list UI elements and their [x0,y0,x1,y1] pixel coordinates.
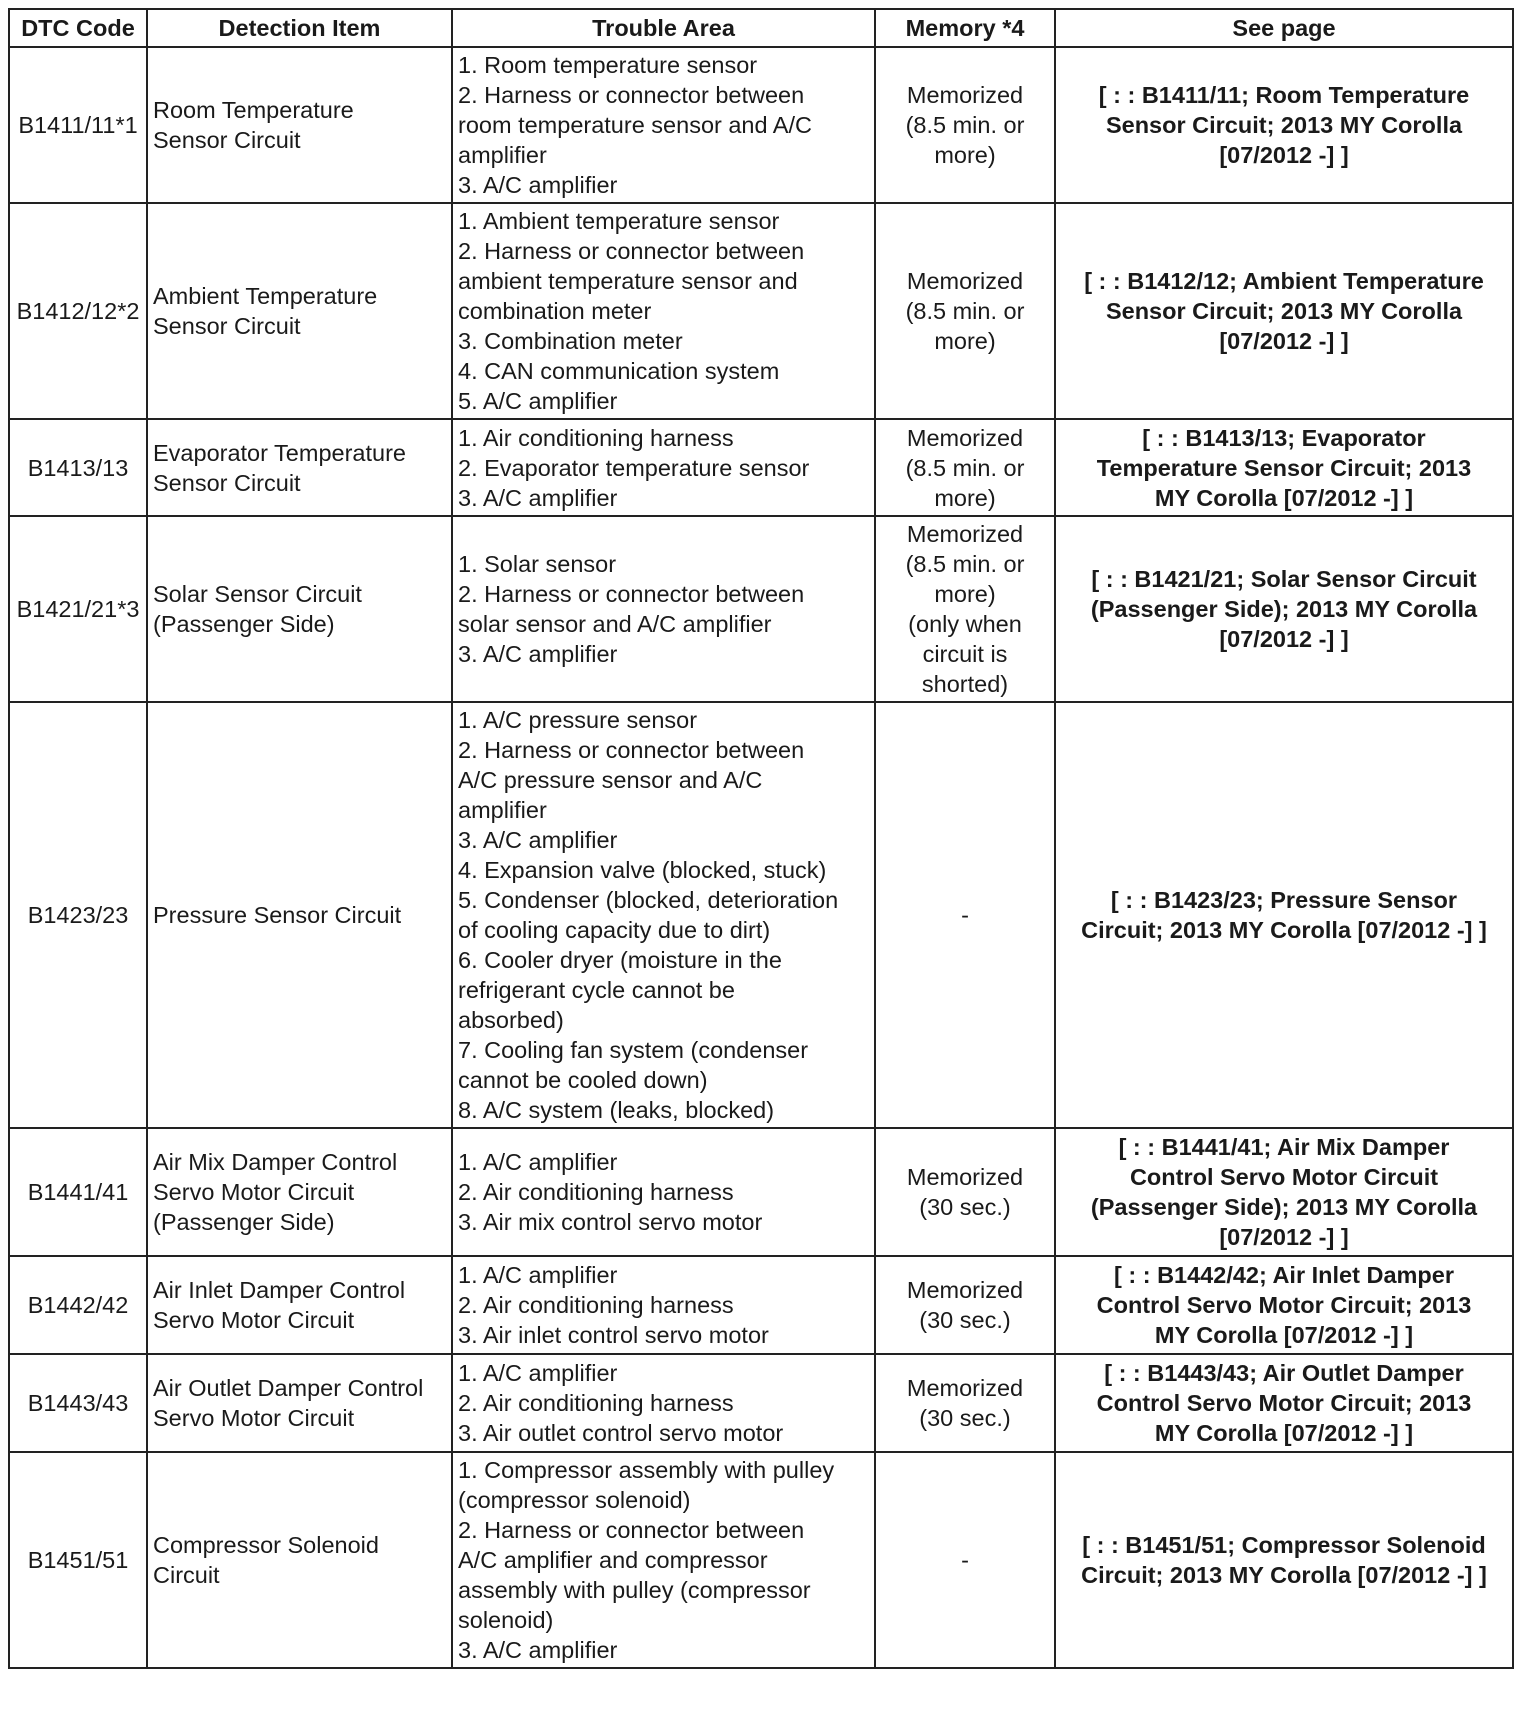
memory-cell-line: Memorized [906,1277,1024,1303]
see-page-cell [1055,1354,1513,1452]
trouble-area-cell [452,203,875,419]
header-memory: Memory *4 [875,9,1055,47]
detection-item-cell [147,1452,452,1668]
trouble-area-cell-line: 1. A/C pressure sensor [458,707,698,733]
dtc-code-cell [9,1128,147,1256]
trouble-area-cell-line: 2. Harness or connector between [458,238,805,264]
see-page-cell-line: [ : : B1443/43; Air Outlet Damper [1104,1360,1464,1386]
header-detection-item: Detection Item [147,9,452,47]
see-page-cell [1055,516,1513,702]
trouble-area-cell-line: 2. Evaporator temperature sensor [458,454,810,481]
trouble-area-cell [452,1256,875,1354]
trouble-area-cell-line: 1. Room temperature sensor [458,52,758,78]
see-page-cell-line: [ : : B1442/42; Air Inlet Damper [1114,1262,1454,1288]
header-trouble-area: Trouble Area [452,9,875,47]
dtc-code-cell-line: B1411/11*1 [18,112,138,138]
see-page-cell-line: [07/2012 -] ] [1219,142,1349,168]
trouble-area-cell-line: 1. Air conditioning harness [458,424,734,451]
table-row [9,702,1513,1128]
see-page-cell-line: [ : : B1411/11; Room Temperature [1098,82,1470,108]
trouble-area-cell-line: 8. A/C system (leaks, blocked) [458,1097,775,1123]
memory-cell-line: Memorized [906,1375,1024,1401]
dtc-code-cell-line: B1442/42 [27,1292,129,1318]
trouble-area-cell [452,1354,875,1452]
detection-item-cell-line: Sensor Circuit [153,469,301,496]
see-page-cell-line: [ : : B1423/23; Pressure Sensor [1110,887,1458,913]
see-page-cell-line: Circuit; 2013 MY Corolla [07/2012 -] ] [1081,917,1487,943]
dtc-code-cell-line: B1423/23 [27,902,129,928]
trouble-area-cell [452,1128,875,1256]
detection-item-cell-line: Room Temperature [153,97,354,123]
see-page-cell-line: [07/2012 -] ] [1219,626,1349,652]
see-page-cell-line: Sensor Circuit; 2013 MY Corolla [1105,112,1463,138]
dtc-code-cell [9,1256,147,1354]
memory-cell-line: - [961,902,969,928]
memory-cell-line: Memorized [906,268,1024,294]
see-page-cell-line: [ : : B1441/41; Air Mix Damper [1118,1134,1450,1160]
trouble-area-cell-line: 1. Compressor assembly with pulley [458,1457,835,1483]
table-row [9,516,1513,702]
trouble-area-cell-line: 4. CAN communication system [458,358,780,384]
trouble-area-cell-line: 2. Air conditioning harness [458,1390,734,1416]
see-page-cell-line: [07/2012 -] ] [1219,1224,1349,1250]
memory-cell [875,1128,1055,1256]
detection-item-cell [147,47,452,203]
trouble-area-cell-line: 3. Air mix control servo motor [458,1209,763,1235]
see-page-cell-line: Sensor Circuit; 2013 MY Corolla [1105,298,1463,324]
memory-cell-line: more) [934,581,996,607]
table-header [9,9,1513,47]
table-row [9,419,1513,516]
see-page-cell [1055,203,1513,419]
memory-cell-line: (8.5 min. or [905,454,1025,481]
see-page-cell-line: MY Corolla [07/2012 -] ] [1154,1322,1414,1348]
trouble-area-cell [452,702,875,1128]
memory-cell [875,1452,1055,1668]
table-row [9,1128,1513,1256]
trouble-area-cell-line: 3. A/C amplifier [458,1637,618,1663]
dtc-code-cell-line: B1412/12*2 [16,298,140,324]
see-page-cell-line: [ : : B1413/13; Evaporator [1142,424,1426,451]
see-page-cell [1055,1128,1513,1256]
trouble-area-cell-line: 3. Air inlet control servo motor [458,1322,769,1348]
detection-item-cell-line: Sensor Circuit [153,127,301,153]
see-page-cell [1055,702,1513,1128]
memory-cell-line: Memorized [906,1164,1024,1190]
dtc-table [8,8,1514,1669]
trouble-area-cell-line: 2. Harness or connector between [458,82,805,108]
trouble-area-cell-line: (compressor solenoid) [458,1487,691,1513]
memory-cell-line: (8.5 min. or [905,112,1025,138]
dtc-code-cell [9,702,147,1128]
memory-cell-line: (30 sec.) [919,1194,1011,1220]
detection-item-cell-line: Servo Motor Circuit [153,1179,355,1205]
memory-cell-line: Memorized [906,521,1024,547]
detection-item-cell [147,203,452,419]
trouble-area-cell-line: solar sensor and A/C amplifier [458,611,772,637]
detection-item-cell-line: Air Outlet Damper Control [153,1375,424,1401]
detection-item-cell [147,1256,452,1354]
memory-cell-line: (30 sec.) [919,1307,1011,1333]
detection-item-cell-line: Sensor Circuit [153,313,301,339]
dtc-code-cell [9,47,147,203]
memory-cell-line: more) [934,484,996,511]
memory-cell [875,702,1055,1128]
memory-cell-line: more) [934,328,996,354]
trouble-area-cell [452,47,875,203]
trouble-area-cell-line: of cooling capacity due to dirt) [458,917,771,943]
trouble-area-cell-line: 5. Condenser (blocked, deterioration [458,887,839,913]
trouble-area-cell [452,1452,875,1668]
memory-cell-line: circuit is [922,641,1008,667]
see-page-cell-line: MY Corolla [07/2012 -] ] [1154,484,1414,511]
detection-item-cell-line: Compressor Solenoid [153,1532,379,1558]
detection-item-cell-line: (Passenger Side) [153,611,335,637]
trouble-area-cell-line: ambient temperature sensor and [458,268,798,294]
detection-item-cell [147,702,452,1128]
see-page-cell-line: [ : : B1451/51; Compressor Solenoid [1082,1532,1486,1558]
trouble-area-cell-line: A/C pressure sensor and A/C [458,767,763,793]
trouble-area-cell-line: solenoid) [458,1607,554,1633]
memory-cell [875,1354,1055,1452]
trouble-area-cell-line: 3. A/C amplifier [458,172,618,198]
trouble-area-cell-line: 3. A/C amplifier [458,641,618,667]
see-page-cell-line: Circuit; 2013 MY Corolla [07/2012 -] ] [1081,1562,1487,1588]
dtc-code-cell [9,1354,147,1452]
trouble-area-cell-line: 3. A/C amplifier [458,827,618,853]
table-row [9,203,1513,419]
trouble-area-cell-line: 5. A/C amplifier [458,388,618,414]
detection-item-cell-line: Servo Motor Circuit [153,1307,355,1333]
trouble-area-cell-line: assembly with pulley (compressor [458,1577,811,1603]
detection-item-cell-line: Circuit [153,1562,220,1588]
detection-item-cell-line: Ambient Temperature [153,283,378,309]
dtc-code-cell [9,203,147,419]
memory-cell-line: (8.5 min. or [905,551,1025,577]
trouble-area-cell-line: 3. Combination meter [458,328,683,354]
trouble-area-cell-line: A/C amplifier and compressor [458,1547,768,1573]
detection-item-cell-line: Servo Motor Circuit [153,1405,355,1431]
trouble-area-cell-line: 1. Solar sensor [458,551,617,577]
dtc-code-cell-line: B1413/13 [27,454,129,481]
trouble-area-cell-line: 1. Ambient temperature sensor [458,208,780,234]
header-dtc-code: DTC Code [9,9,147,47]
detection-item-cell-line: Air Mix Damper Control [153,1149,398,1175]
dtc-code-cell-line: B1421/21*3 [16,596,140,622]
see-page-cell-line: Control Servo Motor Circuit; 2013 [1096,1390,1472,1416]
trouble-area-cell-line: cannot be cooled down) [458,1067,708,1093]
memory-cell-line: (8.5 min. or [905,298,1025,324]
table-row [9,47,1513,203]
see-page-cell [1055,1256,1513,1354]
trouble-area-cell-line: 2. Harness or connector between [458,737,805,763]
detection-item-cell-line: Air Inlet Damper Control [153,1277,406,1303]
memory-cell [875,47,1055,203]
trouble-area-cell-line: 2. Air conditioning harness [458,1179,734,1205]
trouble-area-cell-line: refrigerant cycle cannot be [458,977,735,1003]
see-page-cell-line: Control Servo Motor Circuit [1129,1164,1439,1190]
header-see-page: See page [1055,9,1513,47]
dtc-code-cell-line: B1451/51 [27,1547,129,1573]
detection-item-cell [147,419,452,516]
detection-item-cell [147,1354,452,1452]
see-page-cell-line: Temperature Sensor Circuit; 2013 [1096,454,1472,481]
trouble-area-cell-line: 1. A/C amplifier [458,1360,618,1386]
dtc-code-cell-line: B1443/43 [27,1390,129,1416]
memory-cell-line: (30 sec.) [919,1405,1011,1431]
trouble-area-cell-line: 2. Harness or connector between [458,1517,805,1543]
table-row [9,1452,1513,1668]
memory-cell-line: Memorized [906,424,1024,451]
trouble-area-cell [452,419,875,516]
see-page-cell-line: Control Servo Motor Circuit; 2013 [1096,1292,1472,1318]
dtc-code-cell [9,419,147,516]
trouble-area-cell-line: amplifier [458,142,547,168]
trouble-area-cell-line: 1. A/C amplifier [458,1262,618,1288]
table-row [9,1256,1513,1354]
table-body [9,47,1513,1668]
trouble-area-cell-line: 3. A/C amplifier [458,484,618,511]
see-page-cell-line: MY Corolla [07/2012 -] ] [1154,1420,1414,1446]
see-page-cell-line: [ : : B1412/12; Ambient Temperature [1084,268,1484,294]
memory-cell-line: shorted) [921,671,1009,697]
dtc-code-cell-line: B1441/41 [27,1179,129,1205]
trouble-area-cell-line: 2. Air conditioning harness [458,1292,734,1318]
trouble-area-cell-line: amplifier [458,797,547,823]
trouble-area-cell [452,516,875,702]
memory-cell [875,1256,1055,1354]
memory-cell [875,419,1055,516]
memory-cell [875,203,1055,419]
trouble-area-cell-line: room temperature sensor and A/C [458,112,812,138]
trouble-area-cell-line: absorbed) [458,1007,564,1033]
trouble-area-cell-line: combination meter [458,298,652,324]
table-row [9,1354,1513,1452]
detection-item-cell-line: Pressure Sensor Circuit [153,902,402,928]
memory-cell-line: (only when [908,611,1022,637]
see-page-cell-line: (Passenger Side); 2013 MY Corolla [1090,596,1478,622]
header-row [9,9,1513,47]
see-page-cell-line: [ : : B1421/21; Solar Sensor Circuit [1091,566,1477,592]
see-page-cell-line: (Passenger Side); 2013 MY Corolla [1090,1194,1478,1220]
trouble-area-cell-line: 6. Cooler dryer (moisture in the [458,947,782,973]
trouble-area-cell-line: 1. A/C amplifier [458,1149,618,1175]
memory-cell-line: - [961,1547,969,1573]
memory-cell-line: Memorized [906,82,1024,108]
detection-item-cell [147,516,452,702]
trouble-area-cell-line: 2. Harness or connector between [458,581,805,607]
detection-item-cell-line: (Passenger Side) [153,1209,335,1235]
detection-item-cell-line: Evaporator Temperature [153,439,406,466]
memory-cell-line: more) [934,142,996,168]
trouble-area-cell-line: 3. Air outlet control servo motor [458,1420,784,1446]
dtc-code-cell [9,516,147,702]
see-page-cell [1055,419,1513,516]
see-page-cell [1055,47,1513,203]
trouble-area-cell-line: 7. Cooling fan system (condenser [458,1037,809,1063]
dtc-code-cell [9,1452,147,1668]
detection-item-cell-line: Solar Sensor Circuit [153,581,362,607]
trouble-area-cell-line: 4. Expansion valve (blocked, stuck) [458,857,827,883]
detection-item-cell [147,1128,452,1256]
see-page-cell [1055,1452,1513,1668]
memory-cell [875,516,1055,702]
see-page-cell-line: [07/2012 -] ] [1219,328,1349,354]
